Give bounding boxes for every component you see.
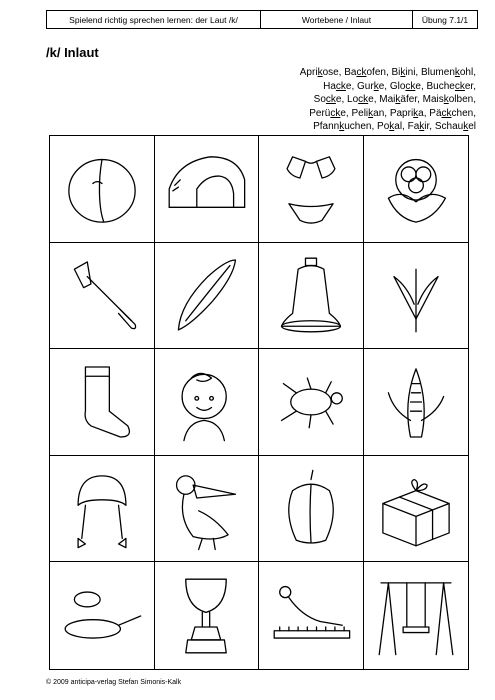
pepper-icon [265, 463, 357, 555]
sound-segment: k [463, 121, 469, 133]
word-text: e, Peli [340, 107, 369, 119]
picture-cell [50, 562, 155, 669]
word-line [216, 93, 476, 107]
sock-icon [56, 356, 148, 448]
word-line [216, 107, 476, 121]
corncob-icon [370, 356, 462, 448]
sound-segment: k [317, 67, 323, 78]
word-text: ohl, [459, 67, 476, 78]
hoe-icon [56, 249, 148, 341]
copyright-footer: © 2009 anticipa-verlag Stefan Simonis-Kalk [46, 679, 182, 686]
word-text: Pfann [313, 121, 340, 133]
word-text: olben, [448, 94, 476, 106]
beetle-icon [265, 356, 357, 448]
sound-segment: k [373, 80, 379, 92]
picture-cell [50, 136, 155, 243]
picture-cell [259, 562, 364, 669]
pelican-icon [160, 463, 252, 555]
picture-cell [155, 562, 260, 669]
beechnut-icon [370, 249, 462, 341]
word-text: ose, Ba [322, 67, 357, 78]
sound-segment: ck [356, 67, 367, 78]
sound-segment: k [413, 107, 419, 119]
bell-icon [265, 249, 357, 341]
word-text: ofen, Bi [366, 67, 401, 78]
sound-segment: k [454, 67, 460, 78]
sound-segment: ck [330, 107, 341, 119]
picture-cell [259, 243, 364, 350]
oven-icon [160, 143, 252, 235]
picture-cell [259, 456, 364, 563]
wig-icon [56, 463, 148, 555]
picture-cell [364, 562, 469, 669]
word-line [216, 120, 476, 134]
fakir-icon [265, 570, 357, 662]
sound-segment: k [419, 121, 425, 133]
word-text: an, Papri [373, 107, 414, 119]
picture-cell [155, 136, 260, 243]
swing-icon [370, 570, 462, 662]
word-text: ir, Schau [424, 121, 464, 133]
word-text: äfer, Mais [400, 94, 444, 106]
picture-grid [49, 135, 469, 670]
picture-cell [364, 243, 469, 350]
word-text: e, Lo [335, 94, 359, 106]
sound-segment: ck [405, 80, 416, 92]
sound-segment: ck [454, 80, 465, 92]
parcel-icon [370, 463, 462, 555]
word-text: e, Gur [345, 80, 374, 92]
header-series-title: Spielend richtig sprechen lernen: der Laut /k/ [47, 11, 261, 28]
worksheet-header [46, 10, 478, 29]
picture-cell [155, 349, 260, 456]
sound-segment: k [368, 107, 374, 119]
word-text: uchen, Po [344, 121, 390, 133]
picture-cell [50, 243, 155, 350]
picture-cell [364, 456, 469, 563]
word-line [216, 80, 476, 94]
sound-segment: ck [325, 94, 336, 106]
word-text: ini, Blumen [405, 67, 455, 78]
apricot-icon [56, 143, 148, 235]
sound-segment: k [400, 67, 406, 78]
word-text: al, Fa [394, 121, 420, 133]
word-text: chen, [451, 107, 476, 119]
word-text: So [313, 94, 326, 106]
cauliflower-icon [370, 143, 462, 235]
header-exercise-number: Übung 7.1/1 [421, 14, 469, 25]
sound-segment: ck [441, 107, 452, 119]
word-text: el [468, 121, 476, 133]
trophy-icon [160, 570, 252, 662]
picture-cell [364, 349, 469, 456]
picture-cell [259, 136, 364, 243]
sound-segment: k [389, 121, 395, 133]
cucumber-icon [160, 249, 252, 341]
sound-segment: ck [358, 94, 369, 106]
bikini-icon [265, 143, 357, 235]
sound-segment: k [395, 94, 401, 106]
word-text: e, Glo [378, 80, 406, 92]
curl-icon [160, 356, 252, 448]
header-topic: Wortebene / Inlaut [261, 11, 413, 28]
sound-segment: k [443, 94, 449, 106]
page-title: /k/ Inlaut [46, 45, 99, 60]
word-text: Perü [309, 107, 331, 119]
sound-segment: k [339, 121, 345, 133]
sound-segment: ck [335, 80, 346, 92]
word-line [216, 66, 476, 80]
word-text: e, Buche [415, 80, 455, 92]
picture-cell [259, 349, 364, 456]
picture-cell [364, 136, 469, 243]
pancake-icon [56, 570, 148, 662]
word-text: Apri [299, 67, 318, 78]
word-text: e, Mai [368, 94, 396, 106]
word-text: a, Pä [418, 107, 442, 119]
word-list [216, 66, 476, 134]
word-text: er, [464, 80, 476, 92]
picture-cell [155, 456, 260, 563]
word-text: Ha [323, 80, 336, 92]
picture-cell [50, 349, 155, 456]
picture-cell [155, 243, 260, 350]
picture-cell [50, 456, 155, 563]
